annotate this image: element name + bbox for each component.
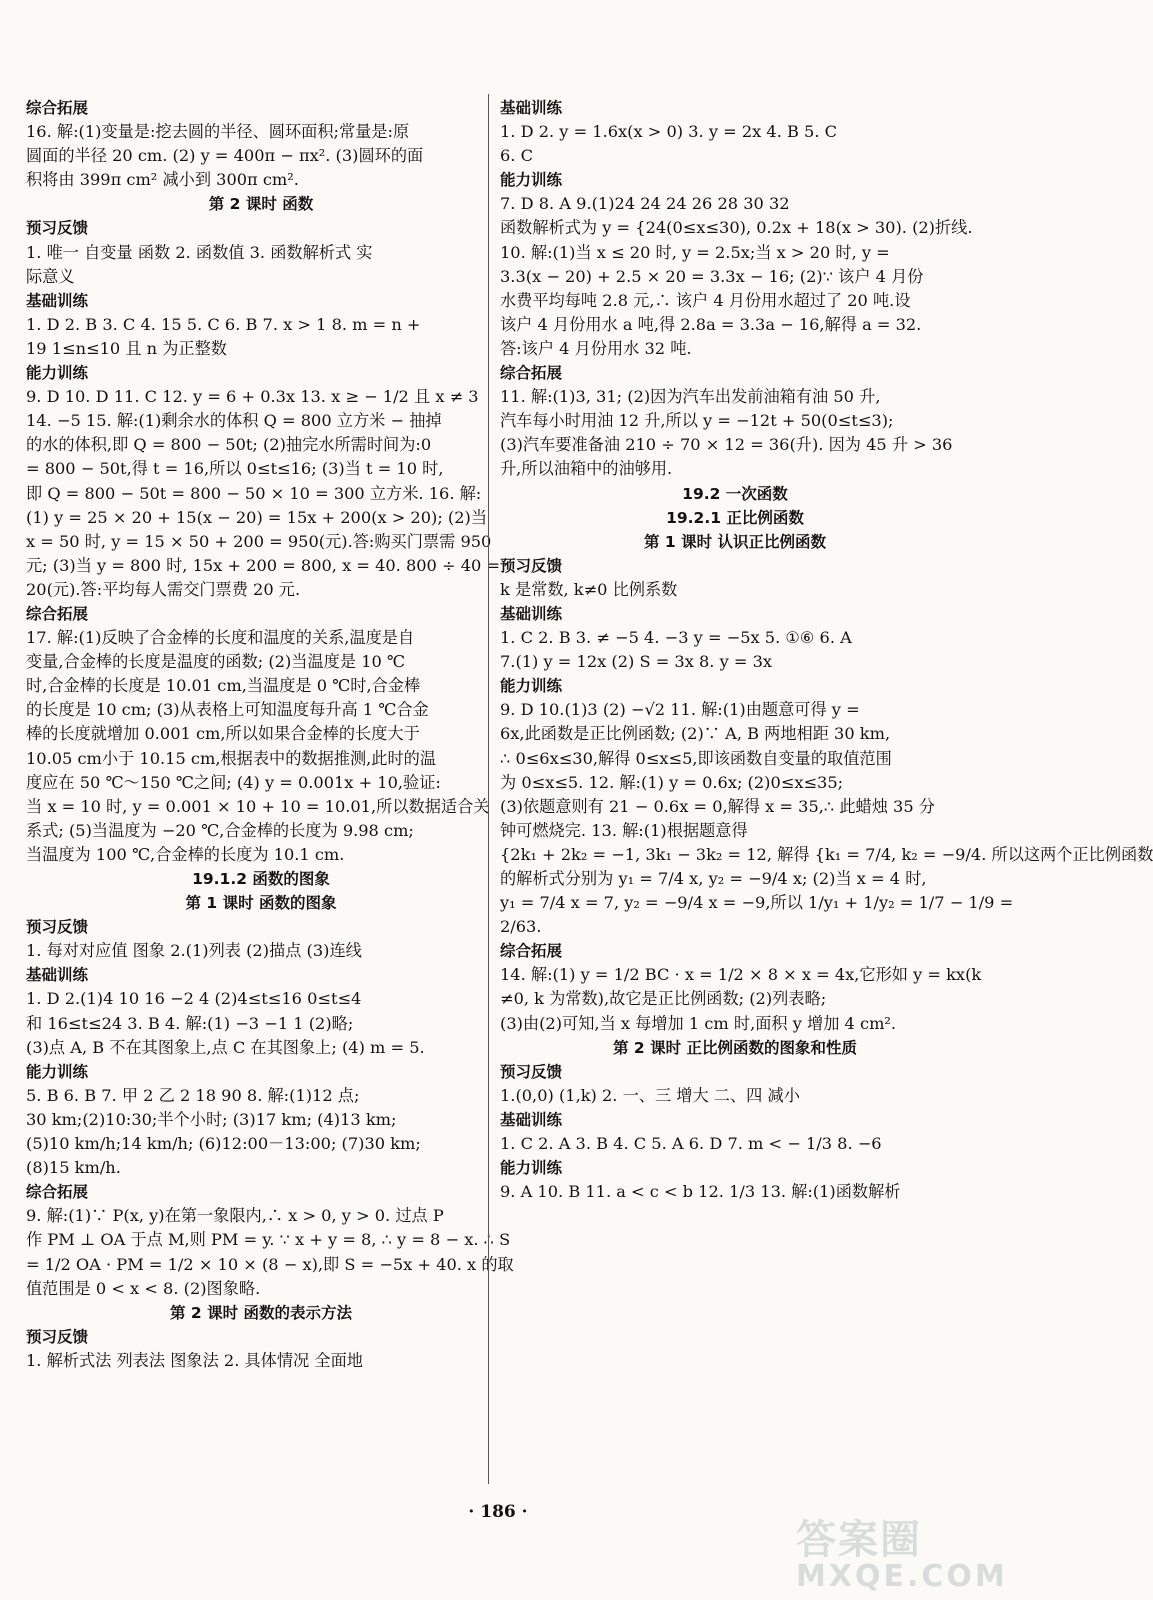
answer-line: 1. C 2. A 3. B 4. C 5. A 6. D 7. m < − 1/3 8. −6 [500, 1134, 882, 1154]
section-heading: 综合拓展 [500, 364, 563, 383]
page-number: · 186 · [468, 1502, 528, 1522]
section-heading: 综合拓展 [26, 1183, 89, 1202]
watermark-logo [796, 1508, 1008, 1594]
answer-line: 1. C 2. B 3. ≠ −5 4. −3 y = −5x 5. ①⑥ 6. A [500, 628, 852, 648]
answer-line: 即 Q = 800 − 50t = 800 − 50 × 10 = 300 立方米. 16. 解: [26, 483, 482, 503]
answer-line: (3)汽车要准备油 210 ÷ 70 × 12 = 36(升). 因为 45 升 > 36 [500, 435, 953, 455]
section-heading: 预习反馈 [26, 918, 89, 937]
answer-line: (3)由(2)可知,当 x 每增加 1 cm 时,面积 y 增加 4 cm². [500, 1013, 897, 1033]
answer-line: 19 1≤n≤10 且 n 为正整数 [26, 338, 227, 358]
answer-line: (1) y = 25 × 20 + 15(x − 20) = 15x + 200(x > 20); (2)当 [26, 507, 488, 527]
answer-line: 时,合金棒的长度是 10.01 cm,当温度是 0 ℃时,合金棒 [26, 676, 421, 696]
answer-line: 升,所以油箱中的油够用. [500, 459, 673, 479]
answer-line: 当 x = 10 时, y = 0.001 × 10 + 10 = 10.01,所以数据适合关 [26, 796, 490, 816]
lesson-title: 第 1 课时 函数的图象 [185, 894, 337, 913]
answer-line: (3)点 A, B 不在其图象上,点 C 在其图象上; (4) m = 5. [26, 1037, 425, 1057]
answer-line: 水费平均每吨 2.8 元,∴ 该户 4 月份用水超过了 20 吨.设 [500, 290, 911, 310]
answer-line: 5. B 6. B 7. 甲 2 乙 2 18 90 8. 解:(1)12 点; [26, 1085, 360, 1105]
answer-line: 系式; (5)当温度为 −20 ℃,合金棒的长度为 9.98 cm; [26, 820, 414, 840]
section-heading: 预习反馈 [500, 1062, 563, 1081]
answer-line: 1. 解析式法 列表法 图象法 2. 具体情况 全面地 [26, 1350, 363, 1370]
section-heading: 综合拓展 [26, 99, 89, 117]
answer-line: 作 PM ⊥ OA 于点 M,则 PM = y. ∵ x + y = 8, ∴ y = 8 − x. ∴ S [26, 1230, 511, 1250]
section-heading: 基础训练 [500, 1110, 563, 1129]
answer-line: 的解析式分别为 y₁ = 7/4 x, y₂ = −9/4 x; (2)当 x = 4 时, [500, 869, 927, 888]
answer-line: x = 50 时, y = 15 × 50 + 200 = 950(元).答:购买门票需 950 [26, 531, 492, 551]
answer-line: 1.(0,0) (1,k) 2. 一、三 增大 二、四 减小 [500, 1085, 800, 1105]
answer-line: 钟可燃烧完. 13. 解:(1)根据题意得 [500, 820, 748, 840]
answer-line: 1. D 2.(1)4 10 16 −2 4 (2)4≤t≤16 0≤t≤4 [26, 989, 362, 1009]
watermark-bottom: MXQE.COM [796, 1559, 1008, 1594]
answer-line: ≠0, k 为常数),故它是正比例函数; (2)列表略; [500, 989, 827, 1009]
answer-line: 1. 唯一 自变量 函数 2. 函数值 3. 函数解析式 实 [26, 242, 373, 262]
lesson-title: 第 2 课时 函数的表示方法 [170, 1303, 352, 1322]
answer-line: 14. −5 15. 解:(1)剩余水的体积 Q = 800 立方米 − 抽掉 [26, 411, 442, 431]
lesson-title: 第 1 课时 认识正比例函数 [644, 532, 826, 551]
answer-line: 值范围是 0 < x < 8. (2)图象略. [26, 1278, 261, 1298]
answer-line: 当温度为 100 ℃,合金棒的长度为 10.1 cm. [26, 844, 345, 864]
answer-line: 9. D 10. D 11. C 12. y = 6 + 0.3x 13. x ≥ − 1/2 且 x ≠ 3 [26, 387, 479, 407]
answer-line: 1. D 2. B 3. C 4. 15 5. C 6. B 7. x > 1 8. m = n + [26, 314, 421, 334]
section-heading: 基础训练 [26, 291, 89, 310]
answer-line: = 1/2 OA · PM = 1/2 × 10 × (8 − x),即 S = −5x + 40. x 的取 [26, 1254, 514, 1274]
answer-line: 7.(1) y = 12x (2) S = 3x 8. y = 3x [500, 652, 773, 672]
section-heading: 预习反馈 [26, 219, 89, 238]
section-heading: 基础训练 [26, 966, 89, 985]
lesson-title: 19.2.1 正比例函数 [666, 508, 804, 527]
answer-line: 为 0≤x≤5. 12. 解:(1) y = 0.6x; (2)0≤x≤35; [500, 772, 844, 792]
answer-line: 10.05 cm小于 10.15 cm,根据表中的数据推测,此时的温 [26, 748, 437, 768]
section-heading: 综合拓展 [500, 942, 563, 961]
answer-line: y₁ = 7/4 x = 7, y₂ = −9/4 x = −9,所以 1/y₁ + 1/y₂ = 1/7 − 1/9 = [500, 893, 1014, 913]
answer-line: 1. 每对对应值 图象 2.(1)列表 (2)描点 (3)连线 [26, 941, 362, 961]
answer-line: 变量,合金棒的长度是温度的函数; (2)当温度是 10 ℃ [26, 652, 406, 672]
answer-line: 的长度是 10 cm; (3)从表格上可知温度每升高 1 ℃合金 [26, 700, 429, 720]
answer-line: (3)依题意则有 21 − 0.6x = 0,解得 x = 35,∴ 此蜡烛 35 分 [500, 796, 935, 816]
answer-line: 该户 4 月份用水 a 吨,得 2.8a = 3.3a − 16,解得 a = 32. [500, 314, 922, 334]
answer-line: ∴ 0≤6x≤30,解得 0≤x≤5,即该函数自变量的取值范围 [500, 748, 892, 768]
answer-line: 6x,此函数是正比例函数; (2)∵ A, B 两地相距 30 km, [500, 724, 891, 744]
answer-line: 9. 解:(1)∵ P(x, y)在第一象限内,∴ x > 0, y > 0. 过点 P [26, 1206, 444, 1226]
watermark-top: 答案圈 [796, 1517, 922, 1563]
section-heading: 综合拓展 [26, 604, 89, 623]
answer-line: 11. 解:(1)3, 31; (2)因为汽车出发前油箱有油 50 升, [500, 387, 881, 407]
answer-line: (5)10 km/h;14 km/h; (6)12:00－13:00; (7)30 km; [26, 1134, 421, 1154]
answer-line: 9. A 10. B 11. a < c < b 12. 1/3 13. 解:(1)函数解析 [500, 1182, 901, 1202]
left-column [26, 96, 514, 1373]
answer-line: 10. 解:(1)当 x ≤ 20 时, y = 2.5x;当 x > 20 时, y = [500, 242, 890, 262]
answer-line: 函数解析式为 y = {24(0≤x≤30), 0.2x + 18(x > 30). (2)折线. [500, 218, 973, 238]
answer-line: 棒的长度就增加 0.001 cm,所以如果合金棒的长度大于 [26, 724, 420, 744]
answer-line: 积将由 399π cm² 减小到 300π cm². [26, 170, 299, 190]
answer-line: k 是常数, k≠0 比例系数 [500, 579, 678, 599]
answer-line: 1. D 2. y = 1.6x(x > 0) 3. y = 2x 4. B 5. C [500, 122, 838, 142]
answer-line: 7. D 8. A 9.(1)24 24 24 26 28 30 32 [500, 194, 790, 214]
section-heading: 能力训练 [500, 1159, 563, 1178]
column-divider [488, 94, 489, 1484]
section-heading: 能力训练 [500, 677, 563, 696]
section-heading: 能力训练 [26, 364, 89, 383]
answer-line: 元; (3)当 y = 800 时, 15x + 200 = 800, x = 40. 800 ÷ 40 = [26, 555, 501, 575]
lesson-title: 19.2 一次函数 [682, 484, 788, 503]
answer-line: 答:该户 4 月份用水 32 吨. [500, 338, 692, 358]
lesson-title: 第 2 课时 函数 [208, 195, 314, 214]
answer-line: 际意义 [26, 266, 75, 286]
right-column [500, 96, 1153, 1204]
answer-line: 20(元).答:平均每人需交门票费 20 元. [26, 579, 301, 599]
section-heading: 能力训练 [500, 171, 563, 190]
answer-line: 2/63. [500, 917, 542, 937]
section-heading: 预习反馈 [26, 1327, 89, 1346]
section-heading: 基础训练 [500, 99, 563, 117]
answer-line: 9. D 10.(1)3 (2) −√2 11. 解:(1)由题意可得 y = [500, 700, 860, 720]
answer-line: 度应在 50 ℃～150 ℃之间; (4) y = 0.001x + 10,验证: [26, 772, 441, 792]
answer-line: 3.3(x − 20) + 2.5 × 20 = 3.3x − 16; (2)∵ 该户 4 月份 [500, 266, 924, 286]
answer-line: 汽车每小时用油 12 升,所以 y = −12t + 50(0≤t≤3); [500, 411, 894, 431]
lesson-title: 第 2 课时 正比例函数的图象和性质 [613, 1038, 857, 1057]
answer-line: 16. 解:(1)变量是:挖去圆的半径、圆环面积;常量是:原 [26, 122, 410, 142]
answer-line: 14. 解:(1) y = 1/2 BC · x = 1/2 × 8 × x = 4x,它形如 y = kx(k [500, 965, 982, 985]
section-heading: 能力训练 [26, 1062, 89, 1081]
answer-line: (8)15 km/h. [26, 1158, 121, 1178]
section-heading: 预习反馈 [500, 556, 563, 575]
answer-line: 圆面的半径 20 cm. (2) y = 400π − πx². (3)圆环的面 [26, 146, 424, 166]
answer-line: 30 km;(2)10:30;半个小时; (3)17 km; (4)13 km; [26, 1109, 397, 1129]
lesson-title: 19.1.2 函数的图象 [192, 870, 330, 888]
answer-line: 17. 解:(1)反映了合金棒的长度和温度的关系,温度是自 [26, 628, 415, 648]
answer-line: {2k₁ + 2k₂ = −1, 3k₁ − 3k₂ = 12, 解得 {k₁ = 7/4, k₂ = −9/4. 所以这两个正比例函数 [500, 844, 1153, 864]
answer-line: 6. C [500, 146, 533, 166]
answer-line: = 800 − 50t,得 t = 16,所以 0≤t≤16; (3)当 t = 10 时, [26, 459, 444, 479]
answer-line: 的水的体积,即 Q = 800 − 50t; (2)抽完水所需时间为:0 [26, 435, 432, 455]
section-heading: 基础训练 [500, 604, 563, 623]
answer-line: 和 16≤t≤24 3. B 4. 解:(1) −3 −1 1 (2)略; [26, 1013, 354, 1033]
